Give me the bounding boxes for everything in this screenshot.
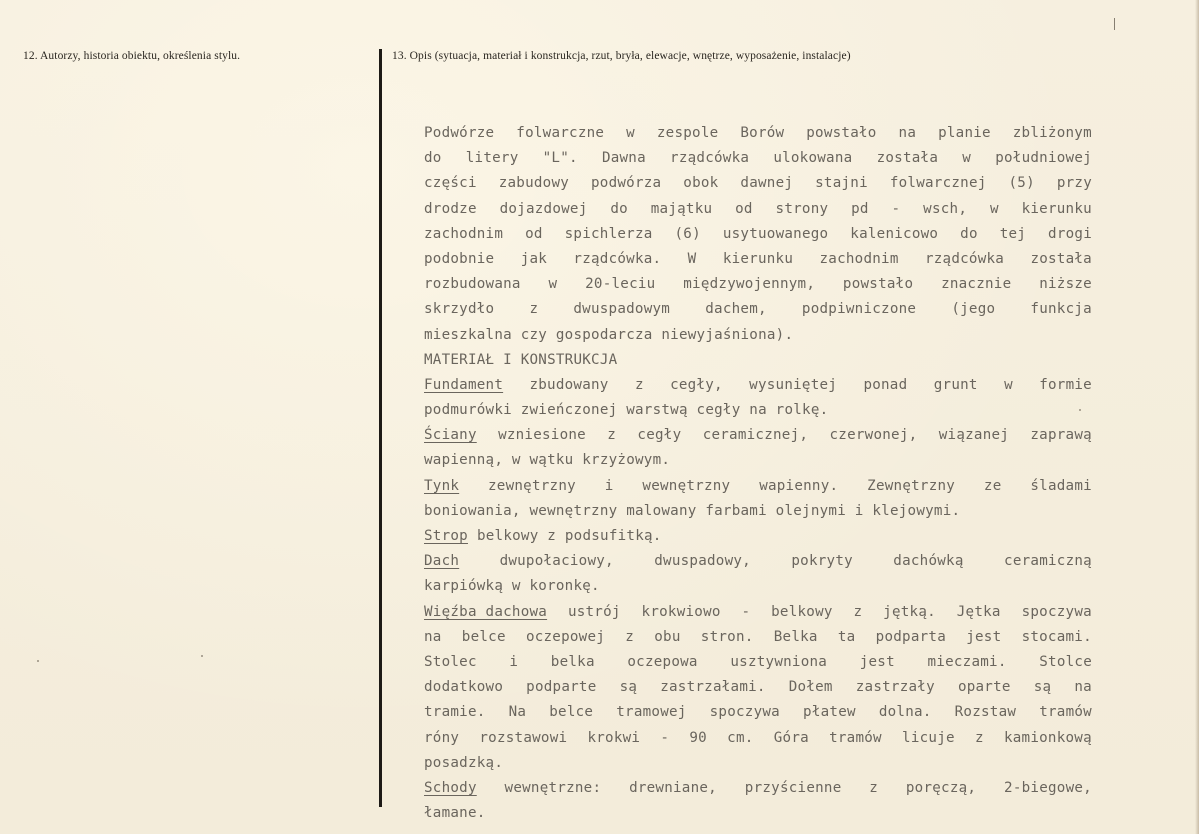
text-word: z xyxy=(974,729,984,746)
text-word: powstało xyxy=(806,125,877,141)
text-word: na xyxy=(424,628,442,645)
text-word: belkowy z podsufitką. xyxy=(476,528,662,544)
text-line xyxy=(424,549,1092,574)
text-word: podwórza xyxy=(591,175,662,192)
text-word: (5) xyxy=(1008,175,1035,192)
text-word: z xyxy=(607,427,617,444)
text-word: strony xyxy=(775,200,829,217)
text-word: Dołem xyxy=(788,679,833,696)
text-word: podobnie xyxy=(424,250,495,267)
text-word: stajni xyxy=(815,175,868,192)
text-word: ze xyxy=(983,477,1002,494)
text-word: (6) xyxy=(674,225,701,242)
section-term: Ściany xyxy=(424,427,477,444)
text-word: czerwonej, xyxy=(829,427,918,444)
text-word: belka xyxy=(550,653,595,670)
text-word: Stolce xyxy=(1039,653,1092,670)
text-line xyxy=(424,600,1092,625)
text-word: 20-leciu xyxy=(585,276,656,293)
text-word: funkcja xyxy=(1030,301,1092,318)
paper-mark xyxy=(1114,18,1115,30)
text-line xyxy=(424,222,1092,247)
text-word: oczepowa xyxy=(627,653,698,670)
text-word: spichlerza xyxy=(564,225,653,242)
text-line xyxy=(424,297,1092,322)
text-word: zbliżonym xyxy=(1012,125,1092,141)
text-line xyxy=(424,650,1092,675)
text-word: niższe xyxy=(1039,276,1092,293)
text-word: ulokowana xyxy=(773,150,853,167)
text-word: w xyxy=(962,150,972,167)
text-word: do xyxy=(960,225,978,242)
text-word: 2-biegowe, xyxy=(1004,779,1092,796)
text-word: obu xyxy=(654,628,681,645)
text-word: części xyxy=(424,175,477,192)
text-word: licuje xyxy=(902,729,955,746)
text-word: znacznie xyxy=(941,276,1012,293)
paper-speck xyxy=(37,660,39,662)
text-word: kamionkową xyxy=(1003,729,1092,746)
text-line xyxy=(424,675,1092,700)
text-line xyxy=(424,726,1092,751)
text-word: podpiwniczone xyxy=(801,301,917,318)
text-word: od xyxy=(735,200,753,217)
text-word: wysuniętej xyxy=(749,376,838,393)
text-word: zastrzałami. xyxy=(660,679,766,696)
text-word: zabudowy xyxy=(498,175,570,192)
text-word: zastrzały xyxy=(855,679,935,696)
text-word: wsch, xyxy=(923,200,968,217)
text-word: tej xyxy=(999,225,1027,242)
text-word: rządcówka xyxy=(924,250,1005,267)
text-line xyxy=(424,272,1092,297)
text-word: pokryty xyxy=(791,553,853,570)
text-word: Podwórze xyxy=(424,125,495,141)
section-term: Schody xyxy=(424,779,477,796)
text-word: łamane. xyxy=(424,805,486,822)
text-word: dwuspadowym xyxy=(573,301,671,318)
text-line xyxy=(424,751,1092,776)
section-term: Więźba dachowa xyxy=(424,603,548,620)
text-line xyxy=(424,171,1092,196)
text-word: jest xyxy=(966,628,1002,645)
text-word: Góra xyxy=(773,729,809,746)
text-word: - xyxy=(660,729,670,746)
text-word: ceramicznej, xyxy=(702,427,809,444)
field-13-label: 13. Opis (sytuacja, materiał i konstrukcja, rzut, bryła, elewacje, wnętrze, wyposażenie, instalacje) xyxy=(392,50,851,62)
text-word: róny xyxy=(424,729,460,746)
text-word: południowej xyxy=(995,150,1092,167)
text-word: i xyxy=(509,653,519,670)
text-word: wewnętrzne: xyxy=(504,779,602,796)
text-line xyxy=(424,423,1092,448)
column-divider xyxy=(379,49,382,807)
text-word: mieczami. xyxy=(927,653,1007,670)
text-word: zespole xyxy=(656,125,719,141)
description-text xyxy=(424,121,1092,826)
text-word: przy xyxy=(1056,175,1092,192)
text-word: podparta xyxy=(875,628,947,645)
text-word: obok xyxy=(683,175,719,192)
text-word: dachem, xyxy=(705,301,767,318)
text-word: cm. xyxy=(727,729,754,746)
text-word: dolna. xyxy=(878,704,932,721)
text-word: zewnętrzny xyxy=(488,477,576,494)
text-line xyxy=(424,398,1092,423)
text-word: Stolec xyxy=(424,653,477,670)
section-term: Fundament xyxy=(424,376,504,393)
text-word: w xyxy=(626,125,635,141)
text-word: są xyxy=(1033,679,1052,696)
text-word: kierunku xyxy=(1021,200,1092,217)
text-line xyxy=(424,146,1092,171)
text-word: jest xyxy=(859,653,895,670)
text-word: w xyxy=(548,276,558,293)
text-line xyxy=(424,373,1092,398)
text-word: z xyxy=(634,376,644,393)
text-word: z xyxy=(853,603,863,620)
text-line xyxy=(424,474,1092,499)
text-word: drewniane, xyxy=(629,779,717,796)
text-word: krokwi xyxy=(587,729,641,746)
text-word: karpiówką w koronkę. xyxy=(424,578,600,595)
text-word: usztywniona xyxy=(730,653,828,670)
paper-speck xyxy=(201,655,203,657)
text-word: Belka xyxy=(773,628,818,645)
text-word: spoczywa xyxy=(709,704,780,721)
text-word: zbudowany xyxy=(529,376,609,393)
text-word: kierunku xyxy=(722,250,794,267)
text-word: 90 xyxy=(689,729,707,746)
field-12-label: 12. Autorzy, historia obiektu, określenia stylu. xyxy=(23,50,241,62)
text-word: Na xyxy=(508,704,527,721)
text-word: spoczywa xyxy=(1021,603,1092,620)
text-word: zachodnim xyxy=(819,250,899,267)
text-line xyxy=(424,348,1092,373)
text-word: cegły, xyxy=(670,376,723,393)
text-word: folwarcznej xyxy=(889,175,987,192)
text-word: ceramiczną xyxy=(1004,553,1092,570)
text-word: belce xyxy=(461,628,506,645)
text-word: w xyxy=(1004,376,1013,393)
text-word: - xyxy=(741,603,751,620)
text-word: dwupołaciowy, xyxy=(499,553,614,570)
text-word: pd xyxy=(851,200,869,217)
text-word: podparte xyxy=(526,679,597,696)
text-word: (jego xyxy=(951,301,996,318)
text-word: i xyxy=(604,477,614,494)
text-word: Zewnętrzny xyxy=(867,477,956,494)
text-word: stron. xyxy=(700,628,754,645)
paper-speck xyxy=(1079,409,1081,411)
text-word: tramów xyxy=(1039,704,1092,721)
text-line xyxy=(424,574,1092,599)
text-word: cegły xyxy=(637,427,682,444)
text-word: śladami xyxy=(1030,477,1092,494)
text-word: Jętka xyxy=(956,603,1001,620)
text-word: jak xyxy=(520,250,548,267)
text-word: na xyxy=(1074,679,1092,696)
text-line xyxy=(424,323,1092,348)
text-word: formie xyxy=(1039,376,1092,393)
text-word: wapienną, w wątku krzyżowym. xyxy=(424,452,671,469)
text-word: na xyxy=(898,125,917,141)
text-word: krokwiowo xyxy=(641,603,721,620)
text-word: jętką. xyxy=(883,603,936,620)
text-word: ta xyxy=(837,628,856,645)
section-term: Tynk xyxy=(424,477,460,494)
text-line xyxy=(424,247,1092,272)
text-word: boniowania, wewnętrzny malowany farbami olejnymi i klejowymi. xyxy=(424,502,961,519)
text-word: ponad xyxy=(863,376,908,393)
text-word: od xyxy=(525,225,543,242)
text-word: usytuowanego xyxy=(722,225,829,242)
text-word: podmurówki zwieńczonej warstwą cegły na rolkę. xyxy=(424,402,829,419)
text-word: belkowy xyxy=(771,603,833,620)
text-word: W xyxy=(687,250,697,267)
text-line xyxy=(424,801,1092,826)
text-word: rozstawowi xyxy=(479,729,568,746)
text-word: w xyxy=(989,200,999,217)
text-word: Dawna xyxy=(601,150,646,167)
text-word: dawnej xyxy=(740,175,794,192)
text-word: przyścienne xyxy=(744,779,842,796)
text-word: powstało xyxy=(842,276,914,293)
text-word: została xyxy=(1030,250,1092,267)
text-word: mieszkalna czy gospodarcza niewyjaśniona). xyxy=(424,326,794,343)
text-word: skrzydło xyxy=(424,301,495,318)
text-word: stocami. xyxy=(1021,628,1092,645)
text-word: "L". xyxy=(542,150,578,167)
paper-edge xyxy=(1195,0,1199,834)
text-line xyxy=(424,700,1092,725)
text-word: drogi xyxy=(1048,225,1092,242)
text-word: wewnętrzny xyxy=(642,477,731,494)
text-word: tramowej xyxy=(616,704,687,721)
text-line xyxy=(424,121,1092,146)
text-word: są xyxy=(619,679,638,696)
text-word: wiązanej xyxy=(938,427,1010,444)
text-word: zaprawą xyxy=(1030,427,1092,444)
text-word: wapienny. xyxy=(759,477,839,494)
text-word: poręczą, xyxy=(905,779,977,796)
text-word: MATERIAŁ I KONSTRUKCJA xyxy=(424,351,618,368)
text-word: posadzką. xyxy=(424,754,504,771)
text-word: dojazdowej xyxy=(499,200,588,217)
text-word: Rozstaw xyxy=(954,704,1017,721)
text-word: dachówką xyxy=(893,553,964,570)
text-word: planie xyxy=(938,125,991,141)
text-word: belce xyxy=(549,704,594,721)
text-word: z xyxy=(625,628,635,645)
text-word: - xyxy=(891,200,901,217)
text-line xyxy=(424,776,1092,801)
text-word: tramie. xyxy=(424,704,486,721)
text-line xyxy=(424,524,1092,549)
text-word: rozbudowana xyxy=(424,276,521,293)
text-word: z xyxy=(529,301,539,318)
text-word: ustrój xyxy=(567,603,621,620)
text-word: rządcówka xyxy=(670,150,750,167)
text-word: majątku xyxy=(650,200,713,217)
text-word: folwarczne xyxy=(516,125,605,141)
text-word: do xyxy=(424,150,442,167)
text-line xyxy=(424,448,1092,473)
text-line xyxy=(424,499,1092,524)
text-word: kalenicowo xyxy=(850,225,939,242)
section-term: Strop xyxy=(424,528,468,544)
text-word: tramów xyxy=(829,729,882,746)
text-word: Borów xyxy=(740,125,785,141)
text-word: drodze xyxy=(424,200,477,217)
text-word: oparte xyxy=(957,679,1011,696)
text-word: międzywojennym, xyxy=(683,276,816,293)
text-word: do xyxy=(610,200,628,217)
text-line xyxy=(424,197,1092,222)
text-line xyxy=(424,625,1092,650)
section-term: Dach xyxy=(424,553,460,570)
text-word: rządcówka. xyxy=(573,250,662,267)
text-word: dwuspadowy, xyxy=(654,553,751,570)
text-word: dodatkowo xyxy=(424,679,504,696)
text-word: litery xyxy=(465,150,519,167)
text-word: została xyxy=(876,150,939,167)
text-word: wzniesione xyxy=(498,427,586,444)
text-word: grunt xyxy=(933,376,978,393)
text-word: zachodnim xyxy=(424,225,504,242)
text-word: z xyxy=(869,779,879,796)
text-word: płatew xyxy=(803,704,856,721)
text-word: oczepowej xyxy=(525,628,606,645)
